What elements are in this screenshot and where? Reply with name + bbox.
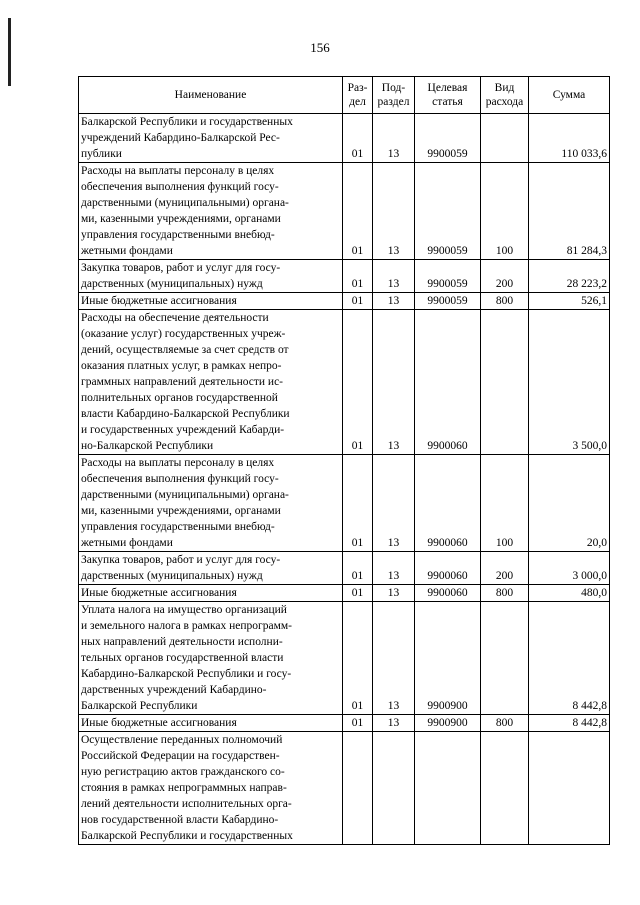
table-body [79, 114, 610, 845]
cell-target: 9900059 [415, 163, 481, 260]
cell-podrazdel: 13 [373, 293, 415, 310]
table-row [79, 293, 610, 310]
cell-sum: 28 223,2 [529, 260, 610, 293]
table-row [79, 585, 610, 602]
cell-razdel: 01 [343, 715, 373, 732]
cell-target: 9900900 [415, 602, 481, 715]
budget-table [78, 76, 610, 845]
cell-target: 9900059 [415, 114, 481, 163]
cell-razdel: 01 [343, 455, 373, 552]
cell-name: Расходы на выплаты персоналу в целях обеспечения выполнения функций госу- дарственными (муниципальными) органа- ми, казенными учреждениями, органами управления государственными внебюд- жетными фондами [79, 163, 343, 260]
cell-target: 9900059 [415, 293, 481, 310]
cell-podrazdel: 13 [373, 260, 415, 293]
cell-kind: 800 [481, 715, 529, 732]
cell-target: 9900059 [415, 260, 481, 293]
cell-name: Осуществление переданных полномочий Российской Федерации на государствен- ную регистрацию актов гражданского со- стояния в рамках непрограммных направ- лений деятельности исполнительных орга- нов государственной власти Кабардино- Балкарской Республики и государственных [79, 732, 343, 845]
cell-kind [481, 602, 529, 715]
header-sum: Сумма [529, 77, 610, 114]
cell-sum: 110 033,6 [529, 114, 610, 163]
cell-sum: 20,0 [529, 455, 610, 552]
table-row [79, 310, 610, 455]
table-row [79, 715, 610, 732]
cell-target: 9900060 [415, 310, 481, 455]
header-target: Целевая статья [415, 77, 481, 114]
table-row [79, 163, 610, 260]
table-header-row [79, 77, 610, 114]
cell-target: 9900060 [415, 455, 481, 552]
cell-sum: 526,1 [529, 293, 610, 310]
cell-kind [481, 310, 529, 455]
page-number: 156 [310, 40, 330, 55]
cell-razdel: 01 [343, 260, 373, 293]
cell-target: 9900060 [415, 552, 481, 585]
cell-podrazdel: 13 [373, 114, 415, 163]
cell-razdel: 01 [343, 602, 373, 715]
cell-razdel: 01 [343, 552, 373, 585]
table-row [79, 552, 610, 585]
cell-podrazdel: 13 [373, 455, 415, 552]
cell-sum: 81 284,3 [529, 163, 610, 260]
header-kind: Вид расхода [481, 77, 529, 114]
cell-kind: 800 [481, 293, 529, 310]
table-row [79, 602, 610, 715]
cell-sum: 8 442,8 [529, 715, 610, 732]
cell-name: Иные бюджетные ассигнования [79, 585, 343, 602]
cell-kind: 200 [481, 260, 529, 293]
header-podrazdel: Под- раздел [373, 77, 415, 114]
cell-razdel: 01 [343, 310, 373, 455]
cell-razdel: 01 [343, 114, 373, 163]
cell-kind: 800 [481, 585, 529, 602]
table-row [79, 114, 610, 163]
table-row [79, 455, 610, 552]
cell-sum: 3 000,0 [529, 552, 610, 585]
cell-podrazdel: 13 [373, 602, 415, 715]
cell-kind: 200 [481, 552, 529, 585]
header-name: Наименование [79, 77, 343, 114]
cell-podrazdel: 13 [373, 163, 415, 260]
cell-razdel: 01 [343, 163, 373, 260]
cell-podrazdel [373, 732, 415, 845]
cell-name: Расходы на выплаты персоналу в целях обеспечения выполнения функций госу- дарственными (муниципальными) органа- ми, казенными учреждениями, органами управления государственными внебюд- жетными фондами [79, 455, 343, 552]
cell-podrazdel: 13 [373, 552, 415, 585]
cell-name: Расходы на обеспечение деятельности (оказание услуг) государственных учреж- дений, осуществляемые за счет средств от оказания платных услуг, в рамках непро- граммных направлений деятельности ис- полнительных органов государственной власти Кабардино-Балкарской Республики и государственных учреждений Кабарди- но-Балкарской Республики [79, 310, 343, 455]
cell-target: 9900900 [415, 715, 481, 732]
cell-name: Закупка товаров, работ и услуг для госу- дарственных (муниципальных) нужд [79, 260, 343, 293]
cell-sum: 3 500,0 [529, 310, 610, 455]
cell-razdel [343, 732, 373, 845]
cell-sum [529, 732, 610, 845]
cell-target [415, 732, 481, 845]
cell-target: 9900060 [415, 585, 481, 602]
cell-kind [481, 732, 529, 845]
cell-razdel: 01 [343, 293, 373, 310]
cell-name: Закупка товаров, работ и услуг для госу- дарственных (муниципальных) нужд [79, 552, 343, 585]
cell-sum: 480,0 [529, 585, 610, 602]
cell-podrazdel: 13 [373, 585, 415, 602]
cell-name: Иные бюджетные ассигнования [79, 715, 343, 732]
cell-podrazdel: 13 [373, 310, 415, 455]
cell-sum: 8 442,8 [529, 602, 610, 715]
cell-razdel: 01 [343, 585, 373, 602]
cell-name: Балкарской Республики и государственных учреждений Кабардино-Балкарской Рес- публики [79, 114, 343, 163]
cell-kind: 100 [481, 163, 529, 260]
header-razdel: Раз- дел [343, 77, 373, 114]
table-row [79, 260, 610, 293]
cell-kind: 100 [481, 455, 529, 552]
table-row [79, 732, 610, 845]
cell-name: Иные бюджетные ассигнования [79, 293, 343, 310]
cell-name: Уплата налога на имущество организаций и земельного налога в рамках непрограмм- ных направлений деятельности исполни- тельных органов государственной власти Кабардино-Балкарской Республики и госу- дарственных учреждений Кабардино- Балкарской Республики [79, 602, 343, 715]
cell-kind [481, 114, 529, 163]
cell-podrazdel: 13 [373, 715, 415, 732]
